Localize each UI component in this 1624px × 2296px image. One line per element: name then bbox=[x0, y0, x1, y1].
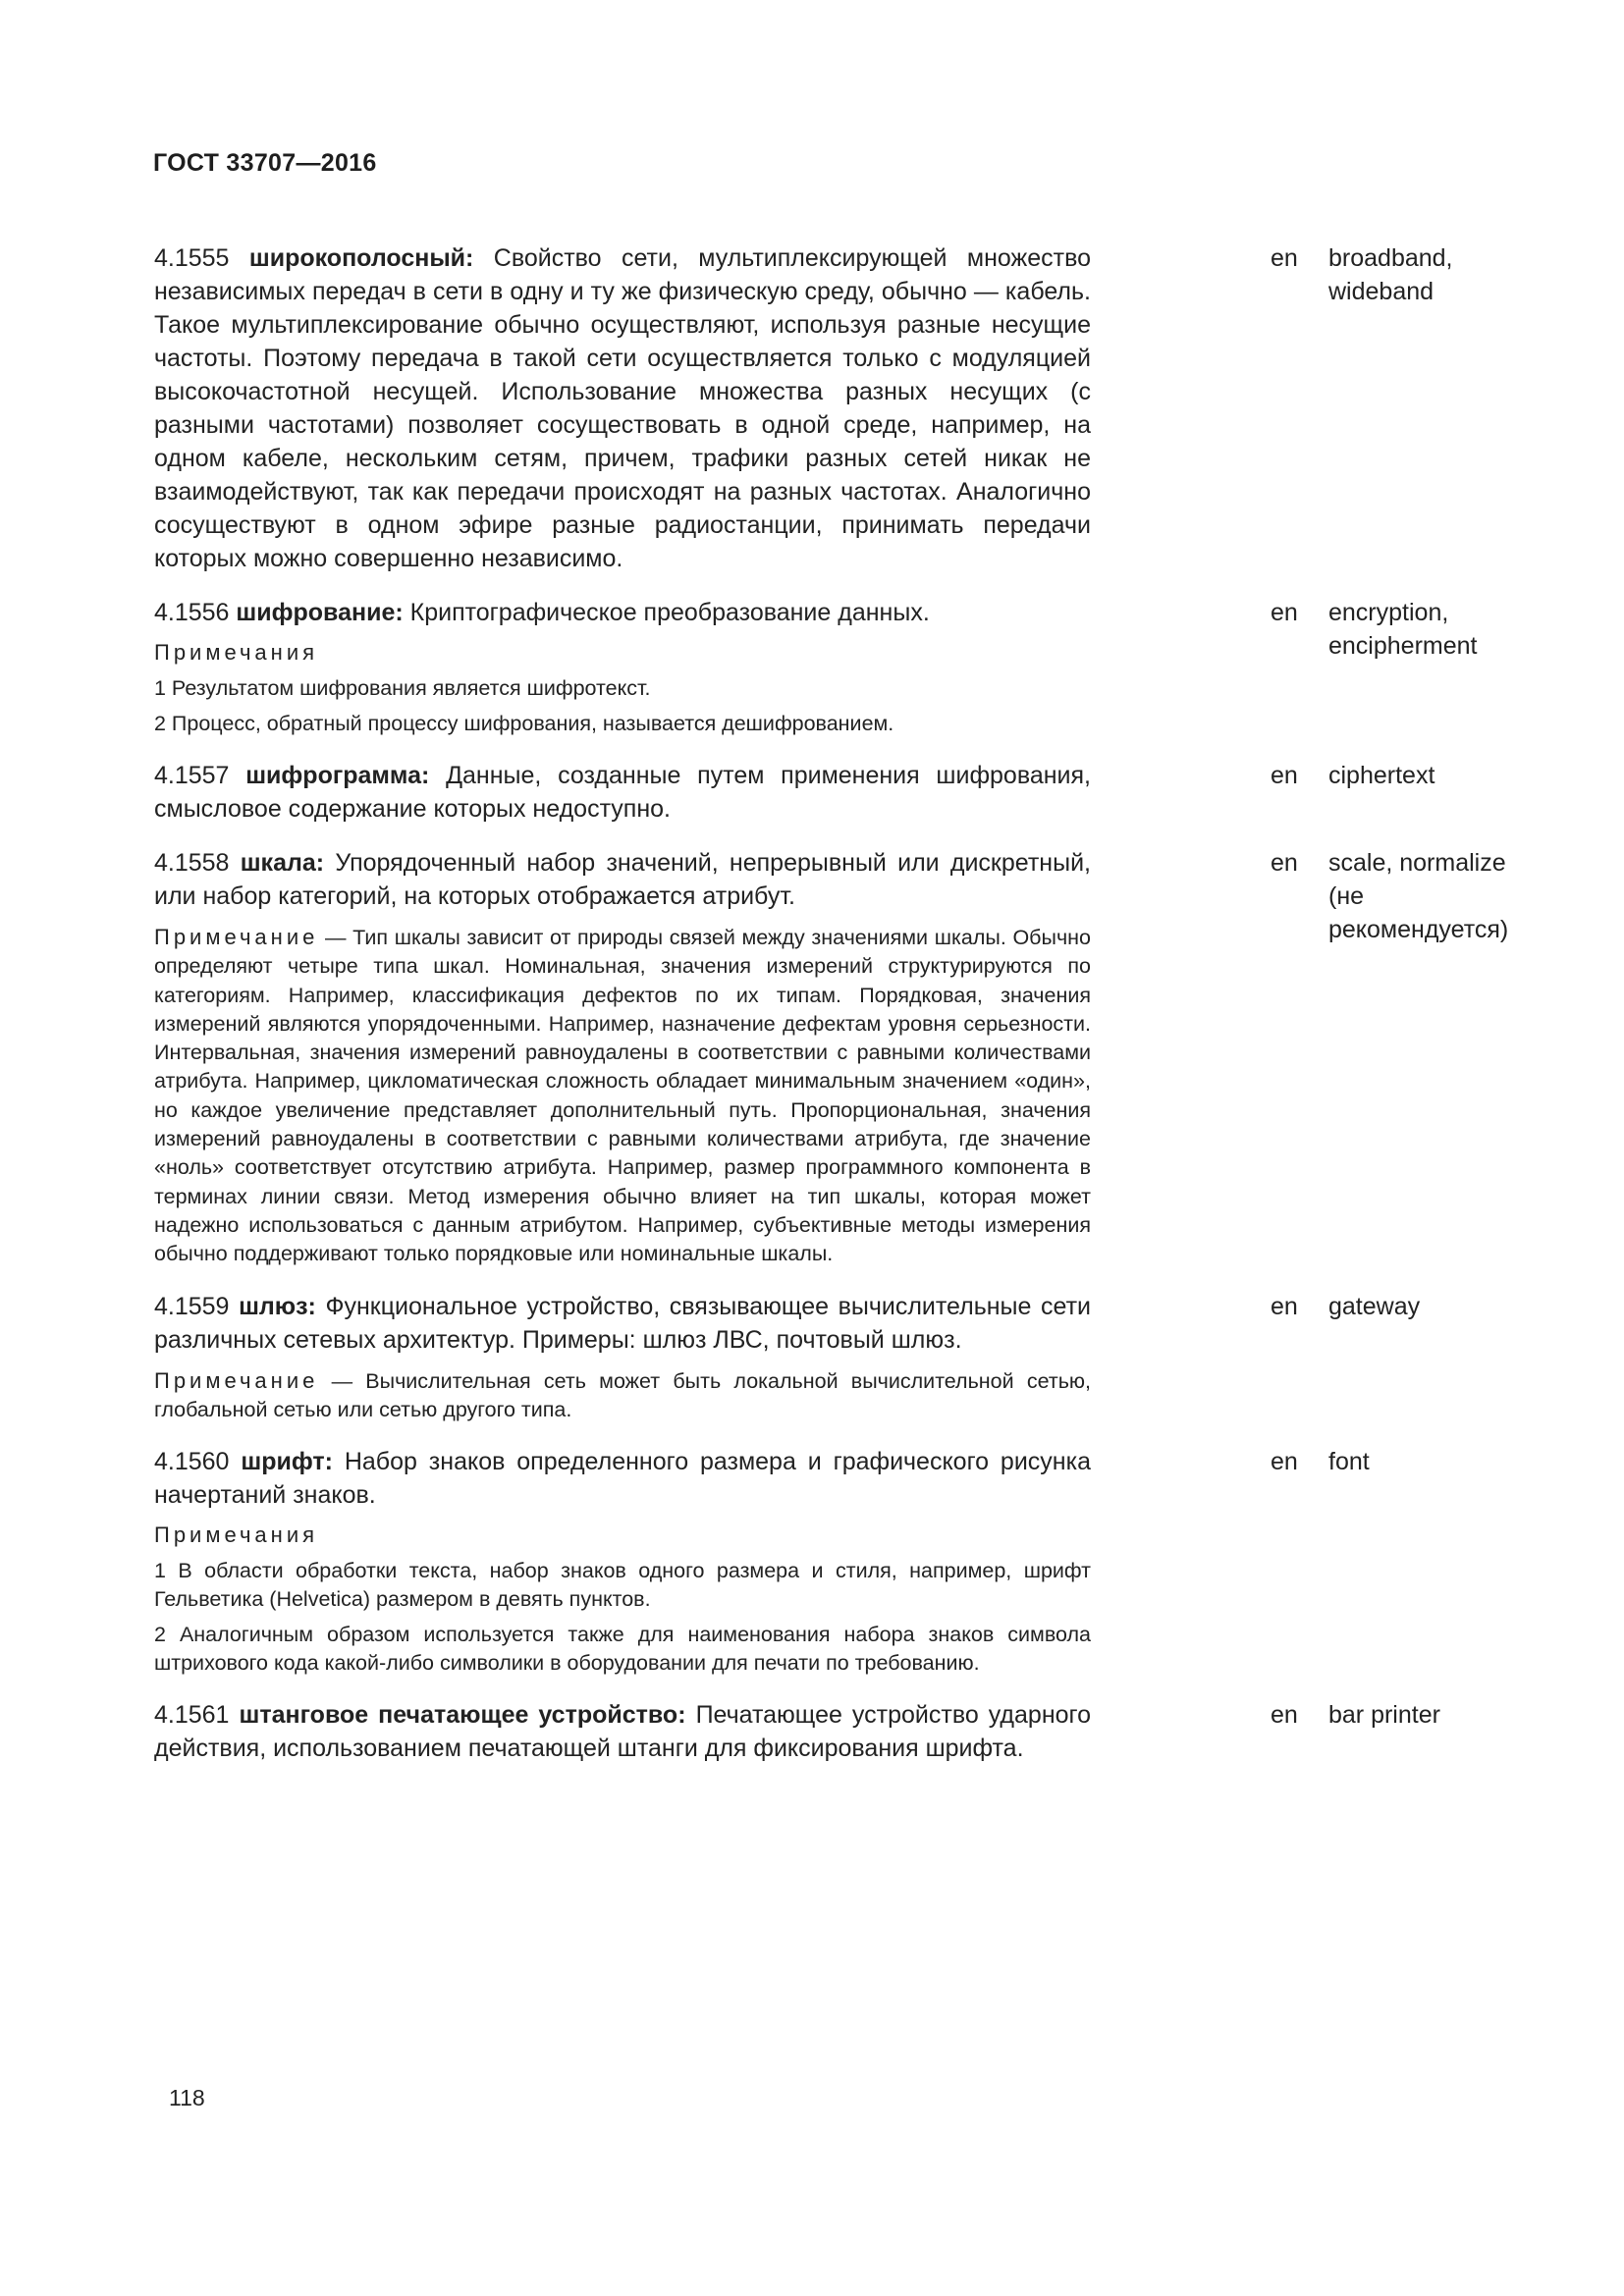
entry-body bbox=[154, 596, 1091, 738]
entry-number: 4.1561 bbox=[154, 1701, 230, 1730]
equivalent-line: gateway bbox=[1328, 1292, 1421, 1320]
equivalent-line: ciphertext bbox=[1328, 762, 1435, 789]
entry-equivalent bbox=[1328, 1445, 1480, 1678]
entry-definition bbox=[154, 596, 1091, 629]
note-label: Примечание bbox=[154, 1367, 319, 1393]
entry-number: 4.1558 bbox=[154, 849, 230, 877]
entry-equivalent bbox=[1328, 759, 1480, 826]
note-block bbox=[154, 1366, 1091, 1425]
entry-body bbox=[154, 846, 1091, 1269]
entry-definition-text: Набор знаков определенного размера и графического рисунка начертаний знаков. bbox=[154, 1448, 1092, 1510]
entry-number: 4.1556 bbox=[154, 599, 230, 626]
term-entry bbox=[154, 1445, 1480, 1678]
page-number: 118 bbox=[169, 2085, 205, 2110]
entry-term: шифрование: bbox=[236, 599, 404, 626]
entry-body bbox=[154, 1445, 1091, 1678]
equivalent-line: font bbox=[1328, 1448, 1370, 1476]
entry-language: en bbox=[1271, 762, 1298, 789]
entry-definition bbox=[154, 846, 1091, 913]
note-text: — Вычислительная сеть может быть локальной вычислительной сетью, глобальной сетью или сетью другого типа. bbox=[154, 1368, 1091, 1421]
entry-definition-text: Упорядоченный набор значений, непрерывный или дискретный, или набор категорий, на которых отображается атрибут. bbox=[154, 849, 1091, 910]
entry-term: штанговое печатающее устройство: bbox=[239, 1701, 686, 1730]
entry-term: шифрограмма: bbox=[245, 762, 430, 789]
entry-definition-text: Данные, созданные путем применения шифрования, смысловое содержание которых недоступно. bbox=[154, 762, 1091, 823]
entry-definition-text: Свойство сети, мультиплексирующей множество независимых передач в сети в одну и ту же физическую среду, обычно — кабель. Такое мультиплексирование обычно осуществляют, используя разные несущие частоты. Поэтому передача в такой сети осуществляется только с модуляцией высокочастотной несущей. Использование множества разных несущих (с разными частотами) позволяет сосуществовать в одной среде, например, на одном кабеле, нескольким сетям, причем, трафики разных сетей никак не взаимодействуют, так как передачи происходят на разных частотах. Аналогично сосуществуют в одном эфире разные радиостанции, принимать передачи которых можно совершенно независимо. bbox=[154, 244, 1092, 572]
entry-number: 4.1559 bbox=[154, 1292, 230, 1320]
entry-definition-text: Криптографическое преобразование данных. bbox=[409, 599, 930, 626]
entry-definition bbox=[154, 1290, 1091, 1357]
entry-equivalent bbox=[1328, 1290, 1480, 1425]
term-entry bbox=[154, 596, 1480, 738]
entry-language: en bbox=[1271, 849, 1298, 877]
note-text: — Тип шкалы зависит от природы связей между значениями шкалы. Обычно определяют четыре типа шкал. Номинальная, значения измерений структурируются по категориям. Например, классификация дефектов по их типам. Порядковая, значения измерений являются упорядоченными. Например, назначение дефектам уровня серьезности. Интервальная, значения измерений равноудалены в соответствии с равными количествами атрибута. Например, цикломатическая сложность обладает минимальным значением «один», но каждое увеличение представляет дополнительный путь. Пропорциональная, значения измерений равноудалены в соответствии с равными количествами атрибута, где значение «ноль» соответствует отсутствию атрибута. Например, размер программного компонента в терминах линии связи. Метод измерения обычно влияет на тип шкалы, которая может надежно использоваться с данным атрибутом. Например, субъективные методы измерения обычно поддерживают только порядковые или номинальные шкалы. bbox=[154, 926, 1091, 1266]
entry-equivalent bbox=[1328, 596, 1480, 738]
entry-language: en bbox=[1271, 1701, 1298, 1730]
equivalent-line: scale, normalize bbox=[1328, 849, 1506, 877]
term-entries bbox=[154, 241, 1509, 1786]
entry-term: шлюз: bbox=[239, 1292, 316, 1320]
entry-definition bbox=[154, 759, 1091, 826]
entry-number: 4.1560 bbox=[154, 1448, 230, 1476]
note-item: 2 Аналогичным образом используется также для наименования набора знаков символа штрихового кода какой-либо символики в оборудовании для печати по требованию. bbox=[154, 1623, 1091, 1676]
term-entry bbox=[154, 759, 1480, 826]
document-code-header: ГОСТ 33707—2016 bbox=[153, 149, 377, 177]
entry-body bbox=[154, 1290, 1091, 1425]
entry-definition-text: Функциональное устройство, связывающее вычислительные сети различных сетевых архитектур. Примеры: шлюз ЛВС, почтовый шлюз. bbox=[154, 1292, 1091, 1354]
entry-definition bbox=[154, 241, 1091, 575]
notes-title: Примечания bbox=[154, 640, 319, 665]
note-label: Примечание bbox=[154, 925, 319, 949]
entry-definition bbox=[154, 1698, 1091, 1765]
entry-equivalent bbox=[1328, 1698, 1480, 1765]
entry-term: шкала: bbox=[240, 849, 325, 877]
entry-equivalent bbox=[1328, 241, 1480, 575]
term-entry bbox=[154, 241, 1480, 575]
entry-language: en bbox=[1271, 244, 1298, 272]
entry-definition bbox=[154, 1445, 1091, 1512]
term-entry bbox=[154, 1290, 1480, 1425]
equivalent-line: encryption, bbox=[1328, 599, 1449, 626]
equivalent-line: (не рекомендуется) bbox=[1328, 882, 1509, 943]
entry-term: широкополосный: bbox=[248, 244, 474, 272]
notes-title: Примечания bbox=[154, 1522, 319, 1548]
entry-number: 4.1557 bbox=[154, 762, 230, 789]
note-item: 1 Результатом шифрования является шифротекст. bbox=[154, 676, 651, 700]
note-block bbox=[154, 923, 1091, 1269]
entry-equivalent bbox=[1328, 846, 1508, 1269]
note-item: 2 Процесс, обратный процессу шифрования, называется дешифрованием. bbox=[154, 712, 894, 735]
entry-number: 4.1555 bbox=[154, 244, 230, 272]
entry-definition-text: Печатающее устройство ударного действия, использованием печатающей штанги для фиксирования шрифта. bbox=[154, 1701, 1091, 1763]
equivalent-line: broadband, wideband bbox=[1328, 244, 1453, 305]
entry-language: en bbox=[1271, 1292, 1298, 1320]
entry-body bbox=[154, 759, 1091, 826]
term-entry bbox=[154, 846, 1509, 1269]
equivalent-line: encipherment bbox=[1328, 632, 1478, 660]
note-item: 1 В области обработки текста, набор знаков одного размера и стиля, например, шрифт Гельветика (Helvetica) размером в девять пунктов. bbox=[154, 1559, 1091, 1612]
entry-body bbox=[154, 241, 1091, 575]
term-entry bbox=[154, 1698, 1480, 1765]
entry-language: en bbox=[1271, 599, 1298, 626]
equivalent-line: bar printer bbox=[1328, 1701, 1440, 1730]
entry-language: en bbox=[1271, 1448, 1298, 1476]
entry-body bbox=[154, 1698, 1091, 1765]
entry-term: шрифт: bbox=[241, 1448, 333, 1476]
